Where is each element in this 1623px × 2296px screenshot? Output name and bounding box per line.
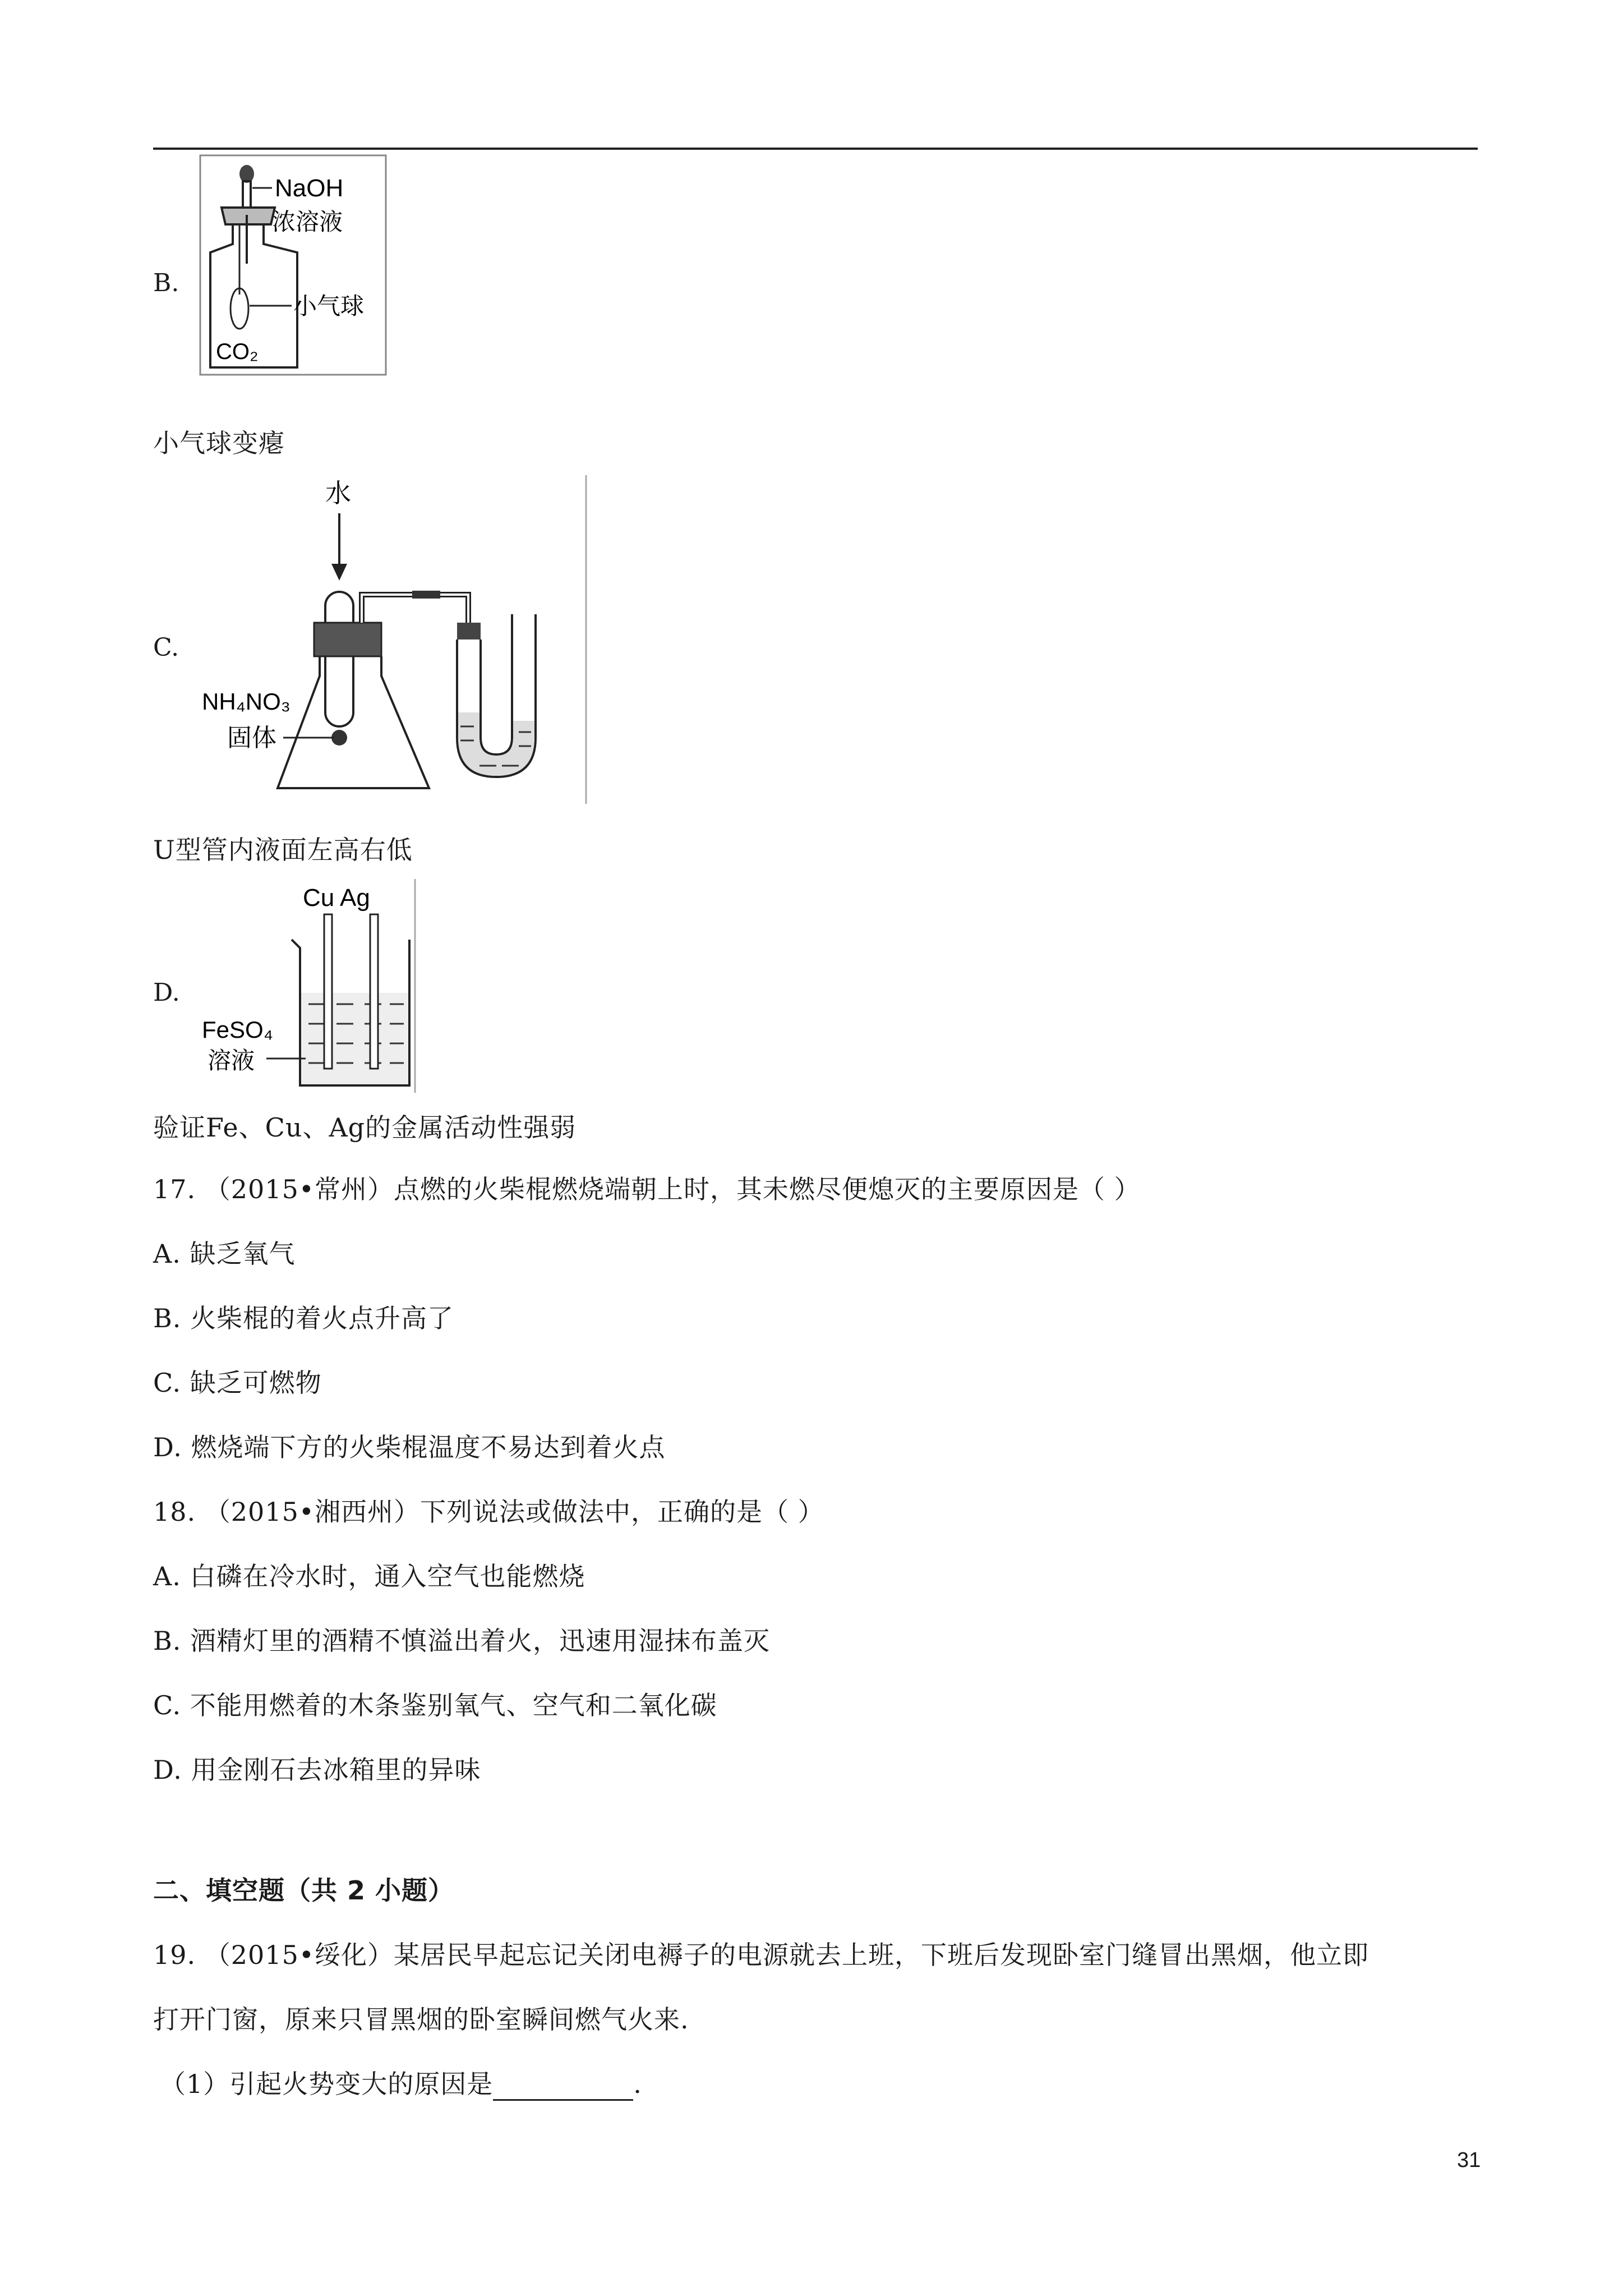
balloon-label: 小气球 (293, 292, 365, 320)
q17-option-c: C. 缺乏可燃物 (153, 1368, 322, 1398)
q19-sub1-prefix: （1）引起火势变大的原因是 (160, 2069, 494, 2099)
figure-b-naoh-co2-bottle (199, 154, 387, 376)
option-b-letter: B. (153, 269, 179, 297)
figure-c-caption: U型管内液面左高右低 (153, 835, 413, 865)
solid-label: 固体 (227, 724, 276, 752)
figure-c-flask-u-tube (199, 474, 589, 805)
figure-d-caption: 验证Fe、Cu、Ag的金属活动性强弱 (153, 1112, 577, 1143)
option-c-letter: C. (153, 633, 179, 662)
q19-sub1-blank[interactable] (493, 2072, 633, 2101)
q18-stem: 18. （2015•湘西州）下列说法或做法中，正确的是（ ） (153, 1497, 824, 1527)
option-d-letter: D. (153, 978, 180, 1007)
q18-option-d: D. 用金刚石去冰箱里的异味 (153, 1755, 481, 1785)
q17-option-b: B. 火柴棍的着火点升高了 (153, 1303, 454, 1333)
q19-stem-line2: 打开门窗，原来只冒黑烟的卧室瞬间燃气火来. (153, 2004, 689, 2035)
water-label: 水 (325, 478, 351, 508)
naoh-solution-label: 浓溶液 (272, 208, 343, 236)
page-number: 31 (1457, 2148, 1481, 2172)
naoh-label: NaOH (275, 174, 344, 202)
section-2-heading: 二、填空题（共 2 小题） (153, 1875, 455, 1906)
figure-d-beaker (199, 878, 418, 1094)
q18-option-a: A. 白磷在冷水时，通入空气也能燃烧 (153, 1561, 585, 1591)
q19-sub1-suffix: . (633, 2069, 642, 2099)
q17-option-d: D. 燃烧端下方的火柴棍温度不易达到着火点 (153, 1432, 666, 1462)
q17-stem: 17. （2015•常州）点燃的火柴棍燃烧端朝上时，其未燃尽便熄灭的主要原因是（ ） (153, 1174, 1141, 1204)
cu-ag-label: Cu Ag (303, 884, 370, 912)
q18-option-c: C. 不能用燃着的木条鉴别氧气、空气和二氧化碳 (153, 1690, 717, 1720)
figure-b-caption: 小气球变瘪 (153, 428, 285, 458)
q19-stem-line1: 19. （2015•绥化）某居民早起忘记关闭电褥子的电源就去上班，下班后发现卧室门缝冒出黑烟，他立即 (153, 1940, 1369, 1970)
nh4no3-label: NH₄NO₃ (202, 688, 291, 715)
q18-option-b: B. 酒精灯里的酒精不慎溢出着火，迅速用湿抹布盖灭 (153, 1626, 771, 1656)
q19-sub1 (160, 2067, 642, 2101)
q17-option-a: A. 缺乏氧气 (153, 1239, 296, 1269)
feso4-solution-label: 溶液 (208, 1047, 255, 1074)
feso4-label: FeSO₄ (202, 1016, 273, 1043)
co2-label: CO₂ (216, 339, 259, 364)
header-rule (153, 148, 1478, 150)
